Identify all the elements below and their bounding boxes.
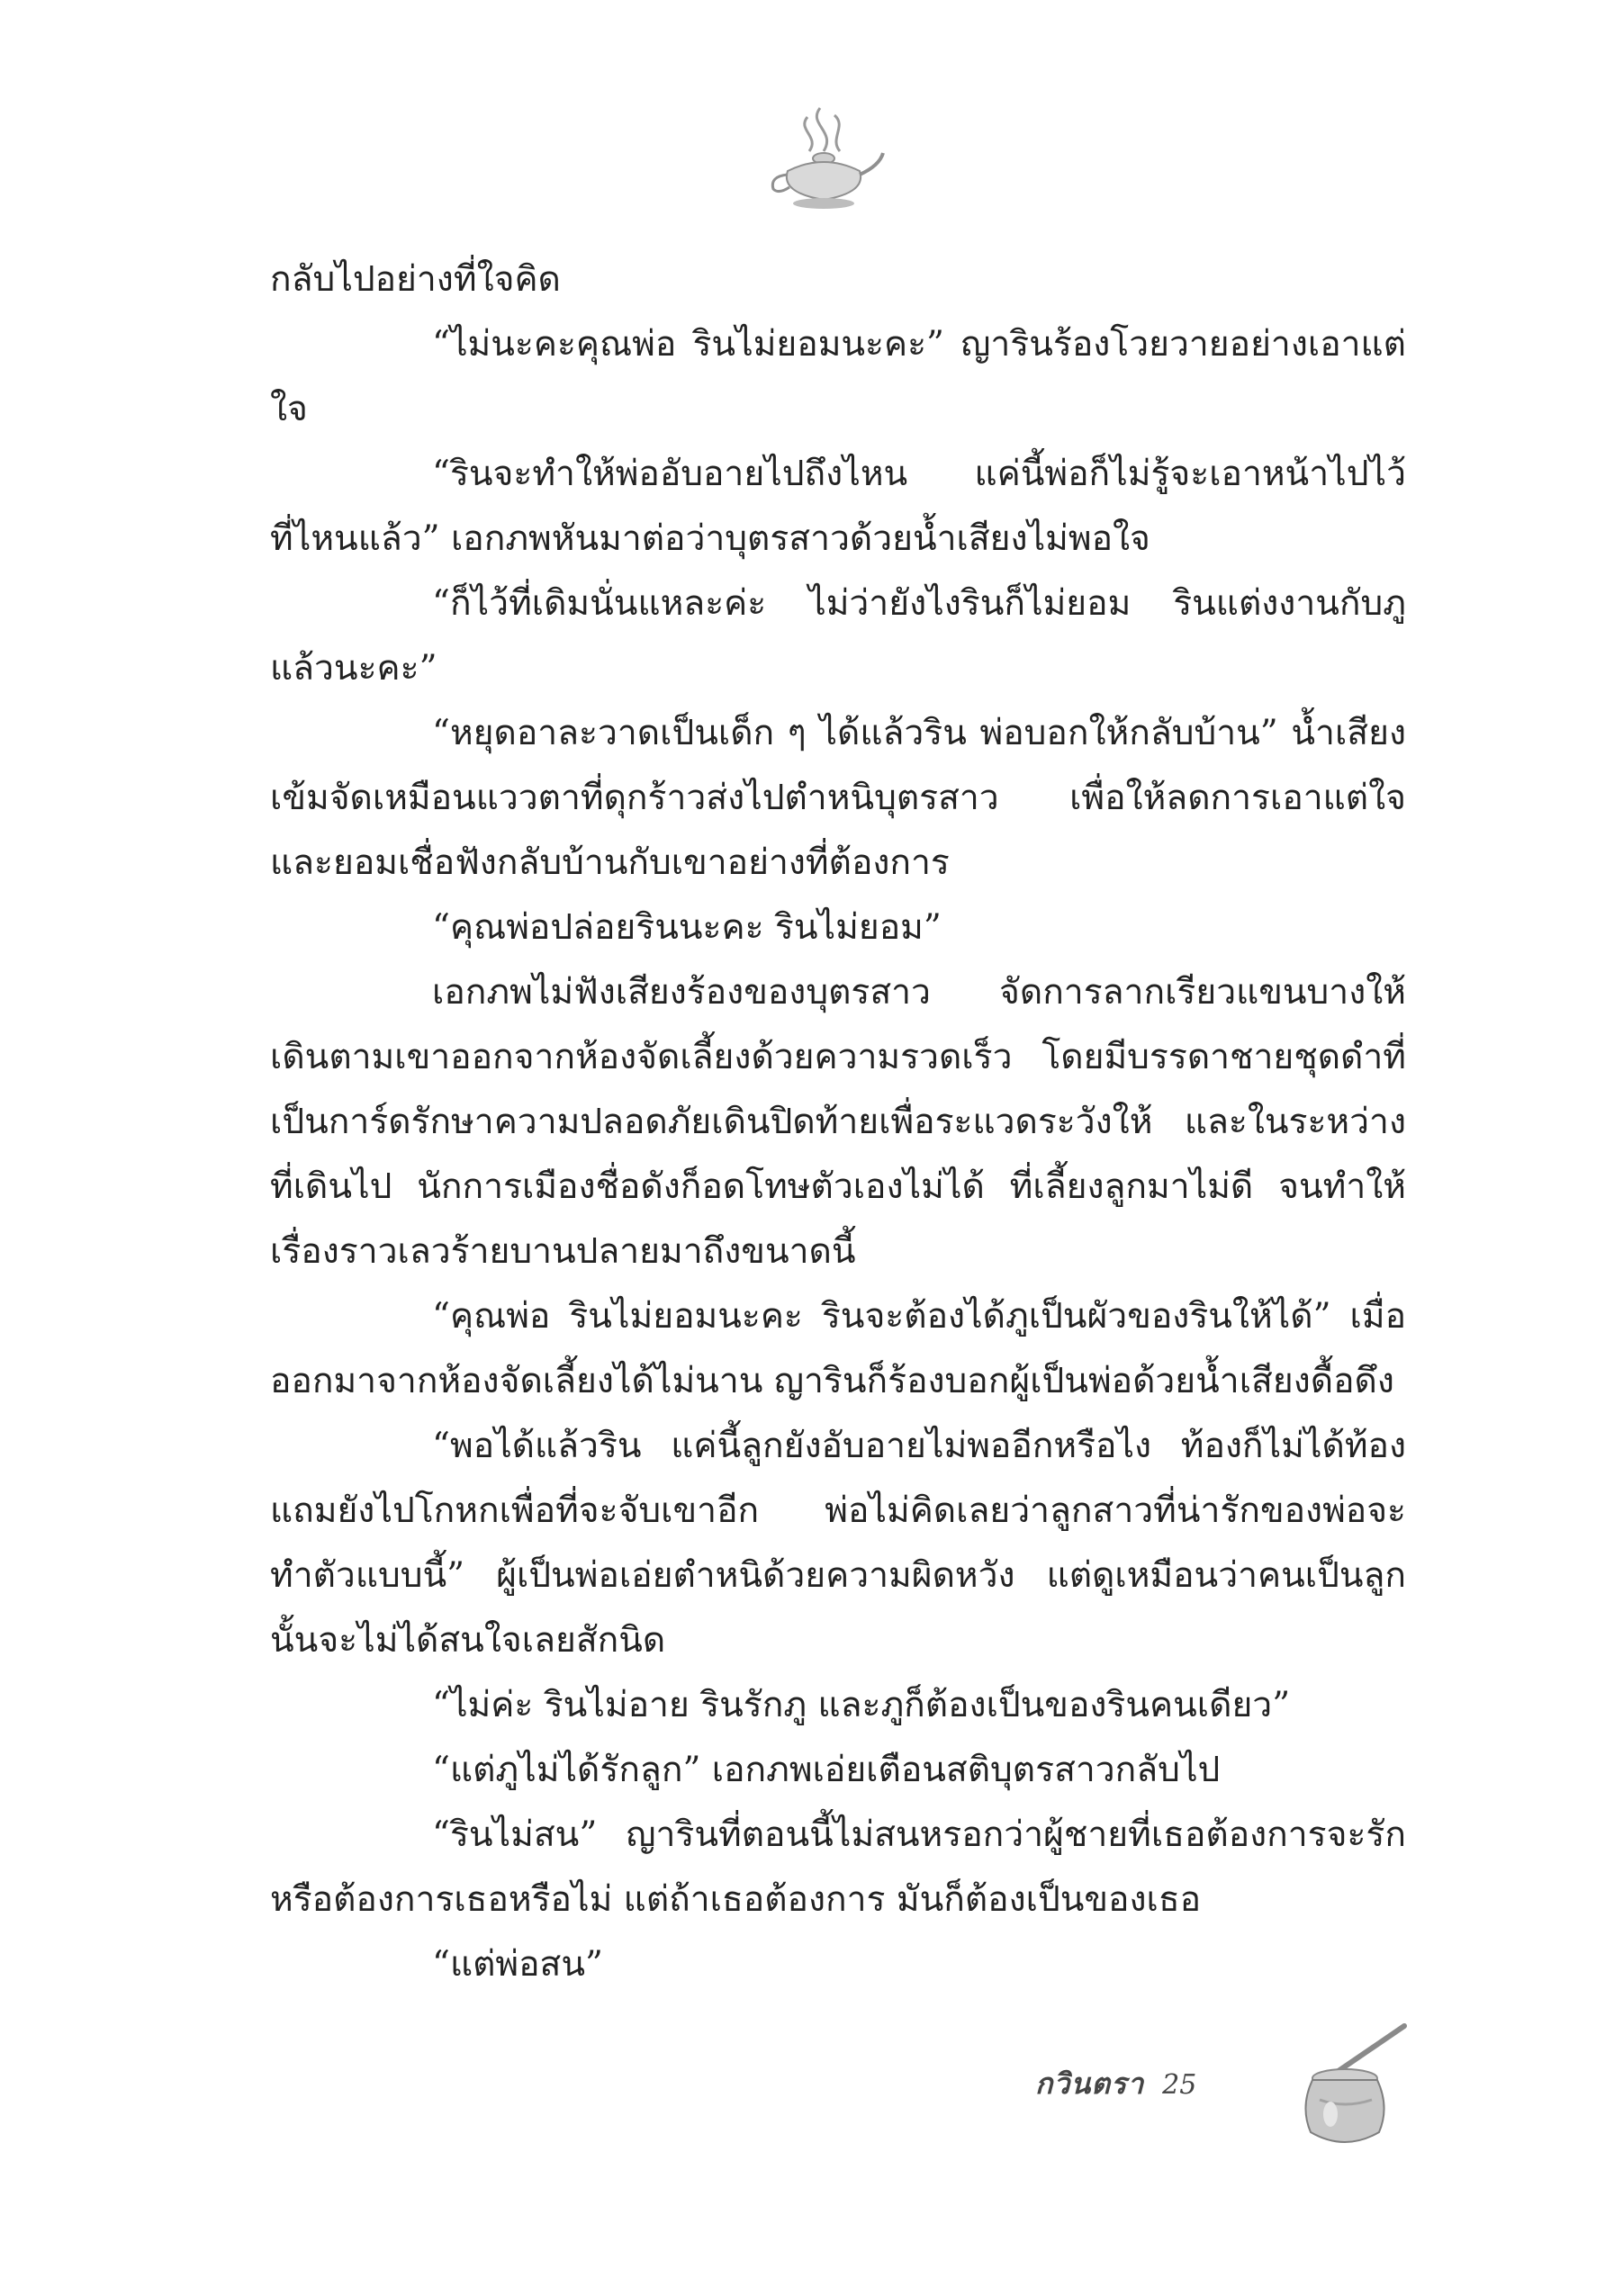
paragraph: “คุณพ่อปล่อยรินนะคะ รินไม่ยอม”	[432, 907, 942, 948]
paragraph: “หยุดอาละวาดเป็นเด็ก ๆ ได้แล้วริน พ่อบอกให้กลับบ้าน” น้ำเสียงเข้มจัดเหมือนแววตาที่ดุกร้าวส่งไปตำหนิบุตรสาว เพื่อให้ลดการเอาแต่ใจและยอมเชื่อฟังกลับบ้านกับเขาอย่างที่ต้องการ	[270, 713, 1406, 883]
paragraph: เอกภพไม่ฟังเสียงร้องของบุตรสาว จัดการลากเรียวแขนบางให้เดินตามเขาออกจากห้องจัดเลี้ยงด้วยความรวดเร็ว โดยมีบรรดาชายชุดดำที่เป็นการ์ดรักษาความปลอดภัยเดินปิดท้ายเพื่อระแวดระวังให้ และในระหว่างที่เดินไป นักการเมืองชื่อดังก็อดโทษตัวเองไม่ได้ ที่เลี้ยงลูกมาไม่ดี จนทำให้เรื่องราวเลวร้ายบานปลายมาถึงขนาดนี้	[270, 972, 1406, 1272]
paragraph: กลับไปอย่างที่ใจคิด	[270, 259, 561, 300]
paragraph: “ไม่นะคะคุณพ่อ รินไม่ยอมนะคะ” ญารินร้องโวยวายอย่างเอาแต่ใจ	[270, 324, 1406, 429]
paragraph: “รินจะทำให้พ่ออับอายไปถึงไหน แค่นี้พ่อก็ไม่รู้จะเอาหน้าไปไว้ที่ไหนแล้ว” เอกภพหันมาต่อว่าบุตรสาวด้วยน้ำเสียงไม่พอใจ	[270, 454, 1406, 559]
paragraph: “ไม่ค่ะ รินไม่อาย รินรักภู และภูก็ต้องเป็นของรินคนเดียว”	[432, 1685, 1291, 1725]
teapot-icon	[761, 99, 887, 225]
paragraph: “คุณพ่อ รินไม่ยอมนะคะ รินจะต้องได้ภูเป็นผัวของรินให้ได้” เมื่อออกมาจากห้องจัดเลี้ยงได้ไม่นาน ญารินก็ร้องบอกผู้เป็นพ่อด้วยน้ำเสียงดื้อดึง	[270, 1296, 1406, 1401]
paragraph: “แต่ภูไม่ได้รักลูก” เอกภพเอ่ยเตือนสติบุตรสาวกลับไป	[432, 1750, 1221, 1790]
paragraph: “พอได้แล้วริน แค่นี้ลูกยังอับอายไม่พออีกหรือไง ท้องก็ไม่ได้ท้อง แถมยังไปโกหกเพื่อที่จะจับเขาอีก พ่อไม่คิดเลยว่าลูกสาวที่น่ารักของพ่อจะทำตัวแบบนี้” ผู้เป็นพ่อเอ่ยตำหนิด้วยความผิดหวัง แต่ดูเหมือนว่าคนเป็นลูกนั้นจะไม่ได้สนใจเลยสักนิด	[270, 1426, 1406, 1661]
page-footer	[1035, 2061, 1196, 2106]
honey-jar-icon	[1278, 2021, 1413, 2156]
paragraph: “รินไม่สน” ญารินที่ตอนนี้ไม่สนหรอกว่าผู้ชายที่เธอต้องการจะรักหรือต้องการเธอหรือไม่ แต่ถ้าเธอต้องการ มันก็ต้องเป็นของเธอ	[270, 1814, 1406, 1920]
paragraph: “ก็ไว้ที่เดิมนั่นแหละค่ะ ไม่ว่ายังไงรินก็ไม่ยอม รินแต่งงานกับภูแล้วนะคะ”	[270, 583, 1406, 689]
page-number: 25	[1162, 2069, 1197, 2101]
paragraph: “แต่พ่อสน”	[432, 1944, 603, 1985]
body-text	[270, 248, 1406, 1997]
book-title: กวินตรา	[1035, 2066, 1145, 2101]
